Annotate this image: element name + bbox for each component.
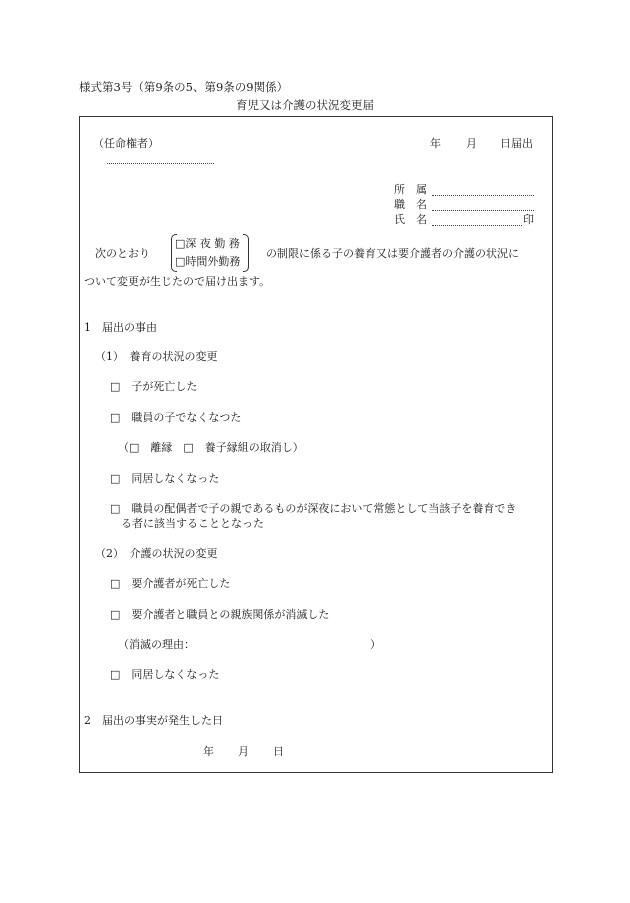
form-number: 様式第3号（第9条の5、第9条の9関係） [79, 80, 289, 94]
addressee-line [107, 163, 214, 164]
submit-month: 月 [466, 137, 477, 150]
submit-year: 年 [430, 137, 441, 150]
position-line [432, 210, 534, 211]
section2-title: 2 届出の事実が発生した日 [84, 714, 223, 727]
affiliation-line [432, 195, 534, 196]
section1-title: 1 届出の事由 [84, 321, 157, 334]
intro-line-1: の制限に係る子の養育又は要介護者の介護の状況に [266, 247, 519, 260]
bracket-right [243, 234, 249, 272]
sub1-title: （1） 養育の状況の変更 [95, 350, 218, 363]
event-day: 日 [273, 745, 284, 758]
submit-day: 日届出 [500, 137, 533, 150]
item-adoption-detail: （□ 離縁 □ 養子縁組の取消し） [118, 441, 304, 454]
item-no-longer-living-together: □ 同居しなくなった [110, 472, 220, 485]
item-care-recipient-died: □ 要介護者が死亡した [110, 577, 231, 590]
name-line [432, 225, 522, 226]
reason-close-paren: ） [370, 638, 381, 651]
item-spouse-can-care-line2: る者に該当することとなった [121, 517, 264, 530]
event-year: 年 [203, 745, 214, 758]
item-care-no-longer-living-together: □ 同居しなくなった [110, 668, 220, 681]
intro-prefix: 次のとおり [95, 247, 150, 260]
name-label: 氏 名 [394, 213, 427, 226]
position-label: 職 名 [394, 198, 427, 211]
item-spouse-can-care-line1: □ 職員の配偶者で子の親であるものが深夜において常態として当該子を養育でき [110, 502, 517, 515]
reason-label: （消滅の理由： [118, 638, 195, 651]
option-night-work: □深 夜 勤 務 [175, 237, 240, 250]
item-no-longer-child: □ 職員の子でなくなつた [110, 411, 242, 424]
item-child-died: □ 子が死亡した [110, 380, 198, 393]
form-title: 育児又は介護の状況変更届 [236, 98, 374, 112]
event-month: 月 [238, 745, 249, 758]
addressee: （任命権者） [93, 137, 159, 150]
item-relationship-ended: □ 要介護者と職員との親族関係が消滅した [110, 608, 330, 621]
sub2-title: （2） 介護の状況の変更 [95, 547, 218, 560]
option-overtime-work: □時間外勤務 [175, 255, 241, 268]
affiliation-label: 所 属 [394, 183, 427, 196]
seal-mark: 印 [523, 213, 534, 226]
intro-line-2: ついて変更が生じたので届け出ます。 [84, 275, 271, 288]
